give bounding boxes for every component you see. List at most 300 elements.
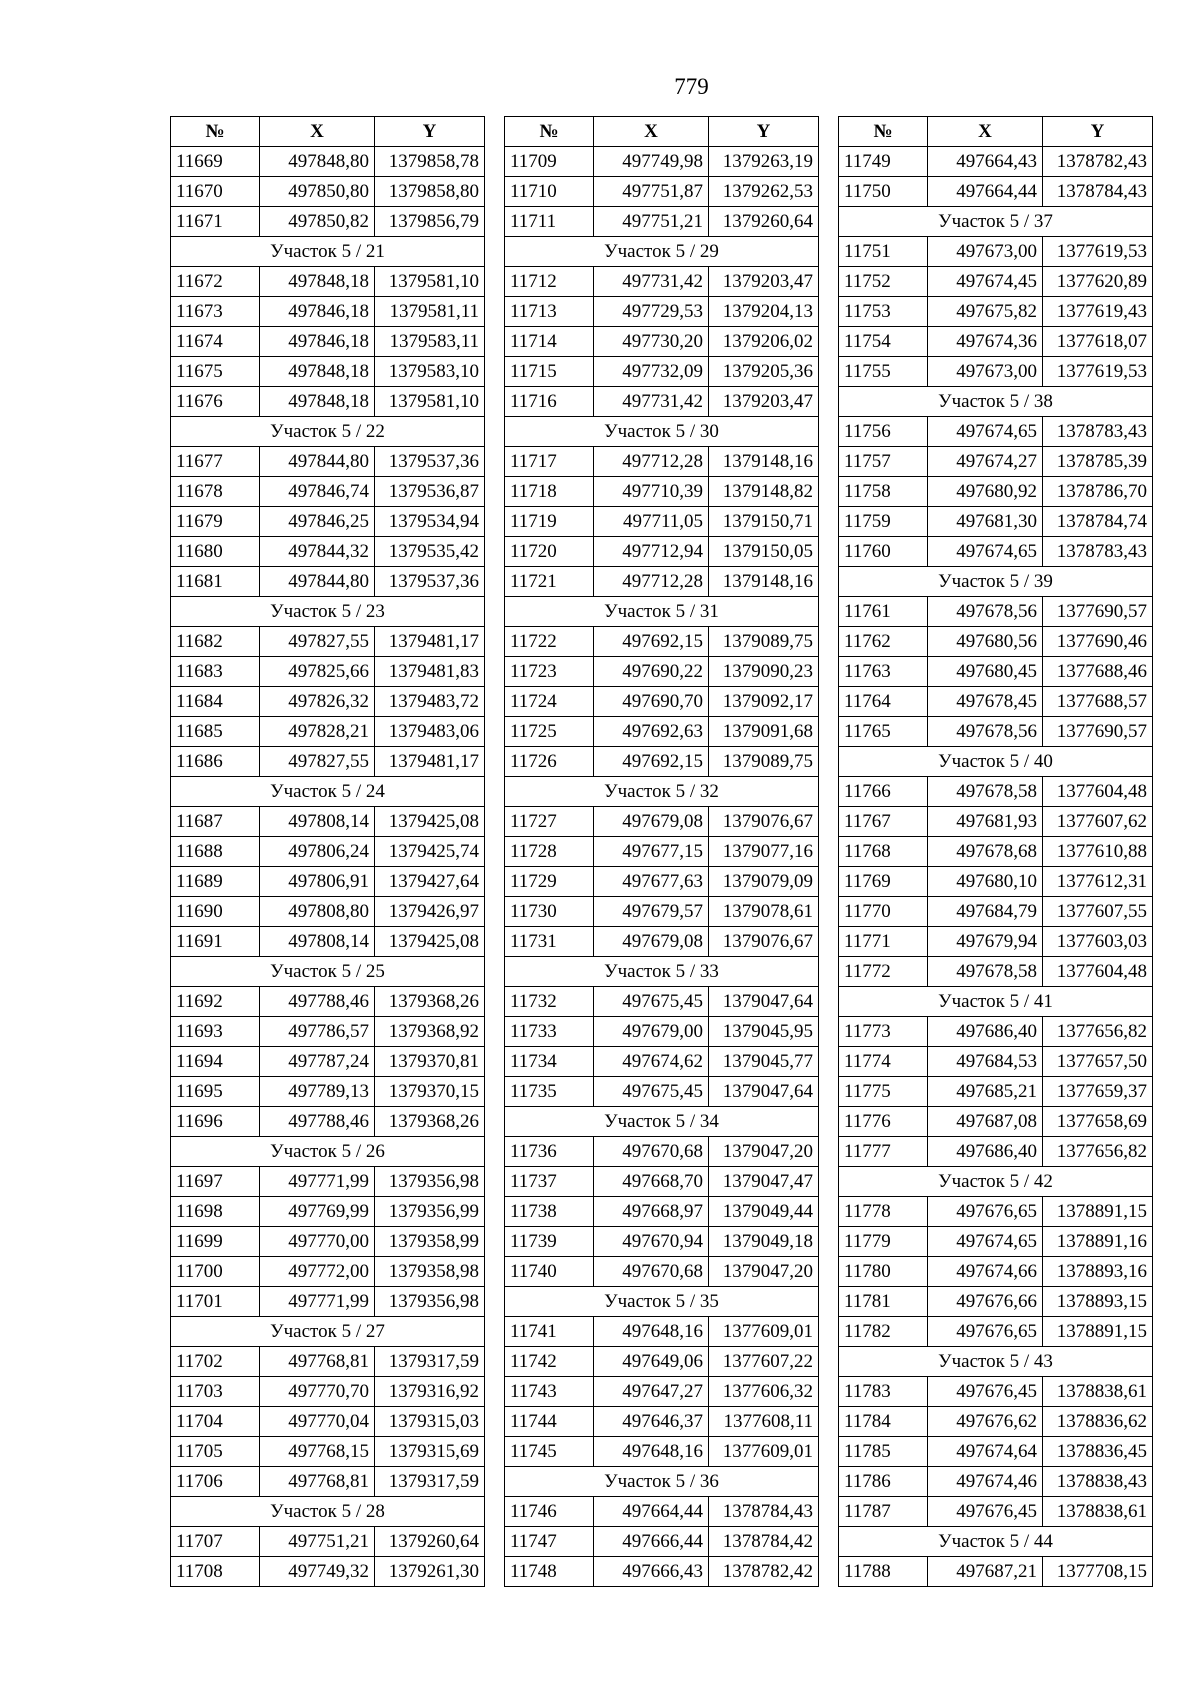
x-coordinate-cell: 497678,68 (928, 837, 1043, 867)
x-coordinate-cell: 497844,80 (260, 447, 375, 477)
y-coordinate-cell: 1379260,64 (375, 1527, 485, 1557)
x-coordinate-cell: 497668,97 (594, 1197, 709, 1227)
x-coordinate-cell: 497686,40 (928, 1017, 1043, 1047)
y-coordinate-cell: 1377606,32 (709, 1377, 819, 1407)
table-row (171, 447, 485, 477)
section-label: Участок 5 / 36 (505, 1467, 819, 1497)
y-coordinate-cell: 1379076,67 (709, 807, 819, 837)
table-row (839, 417, 1153, 447)
y-coordinate-cell: 1379535,42 (375, 537, 485, 567)
section-row (171, 237, 485, 267)
table-header-row (839, 117, 1153, 147)
x-coordinate-cell: 497678,56 (928, 597, 1043, 627)
table-row (505, 1137, 819, 1167)
table-row (171, 987, 485, 1017)
point-number-cell: 11669 (171, 147, 260, 177)
table-row (171, 387, 485, 417)
x-coordinate-cell: 497848,18 (260, 357, 375, 387)
x-coordinate-cell: 497664,44 (594, 1497, 709, 1527)
x-coordinate-cell: 497787,24 (260, 1047, 375, 1077)
point-number-cell: 11751 (839, 237, 928, 267)
x-coordinate-cell: 497729,53 (594, 297, 709, 327)
table-row (171, 657, 485, 687)
header-y: Y (375, 117, 485, 147)
y-coordinate-cell: 1378838,43 (1043, 1467, 1153, 1497)
x-coordinate-cell: 497772,00 (260, 1257, 375, 1287)
point-number-cell: 11701 (171, 1287, 260, 1317)
x-coordinate-cell: 497731,42 (594, 387, 709, 417)
y-coordinate-cell: 1379092,17 (709, 687, 819, 717)
point-number-cell: 11727 (505, 807, 594, 837)
y-coordinate-cell: 1378785,39 (1043, 447, 1153, 477)
table-row (839, 1137, 1153, 1167)
point-number-cell: 11754 (839, 327, 928, 357)
x-coordinate-cell: 497681,30 (928, 507, 1043, 537)
point-number-cell: 11726 (505, 747, 594, 777)
section-row (171, 597, 485, 627)
section-label: Участок 5 / 28 (171, 1497, 485, 1527)
point-number-cell: 11722 (505, 627, 594, 657)
y-coordinate-cell: 1379148,16 (709, 447, 819, 477)
y-coordinate-cell: 1379358,98 (375, 1257, 485, 1287)
table-row (839, 1257, 1153, 1287)
x-coordinate-cell: 497666,44 (594, 1527, 709, 1557)
table-row (839, 687, 1153, 717)
y-coordinate-cell: 1377619,43 (1043, 297, 1153, 327)
x-coordinate-cell: 497668,70 (594, 1167, 709, 1197)
table-row (839, 537, 1153, 567)
table-row (171, 357, 485, 387)
point-number-cell: 11753 (839, 297, 928, 327)
section-label: Участок 5 / 27 (171, 1317, 485, 1347)
x-coordinate-cell: 497771,99 (260, 1287, 375, 1317)
point-number-cell: 11709 (505, 147, 594, 177)
y-coordinate-cell: 1377619,53 (1043, 237, 1153, 267)
y-coordinate-cell: 1377607,22 (709, 1347, 819, 1377)
table-row (171, 1347, 485, 1377)
section-label: Участок 5 / 26 (171, 1137, 485, 1167)
table-row (505, 207, 819, 237)
table-row (171, 897, 485, 927)
point-number-cell: 11690 (171, 897, 260, 927)
point-number-cell: 11699 (171, 1227, 260, 1257)
section-row (839, 747, 1153, 777)
point-number-cell: 11698 (171, 1197, 260, 1227)
point-number-cell: 11695 (171, 1077, 260, 1107)
x-coordinate-cell: 497674,65 (928, 417, 1043, 447)
y-coordinate-cell: 1379481,83 (375, 657, 485, 687)
section-row (171, 417, 485, 447)
x-coordinate-cell: 497850,82 (260, 207, 375, 237)
y-coordinate-cell: 1378783,43 (1043, 417, 1153, 447)
point-number-cell: 11687 (171, 807, 260, 837)
point-number-cell: 11715 (505, 357, 594, 387)
x-coordinate-cell: 497827,55 (260, 747, 375, 777)
section-label: Участок 5 / 24 (171, 777, 485, 807)
x-coordinate-cell: 497846,74 (260, 477, 375, 507)
x-coordinate-cell: 497690,22 (594, 657, 709, 687)
x-coordinate-cell: 497680,45 (928, 657, 1043, 687)
y-coordinate-cell: 1379368,92 (375, 1017, 485, 1047)
x-coordinate-cell: 497712,94 (594, 537, 709, 567)
x-coordinate-cell: 497846,25 (260, 507, 375, 537)
table-row (505, 1017, 819, 1047)
x-coordinate-cell: 497788,46 (260, 987, 375, 1017)
point-number-cell: 11760 (839, 537, 928, 567)
table-row (505, 867, 819, 897)
table-row (505, 1077, 819, 1107)
section-row (171, 1317, 485, 1347)
table-row (171, 537, 485, 567)
table-row (505, 987, 819, 1017)
table-row (171, 747, 485, 777)
table-row (171, 1377, 485, 1407)
x-coordinate-cell: 497768,81 (260, 1347, 375, 1377)
y-coordinate-cell: 1379481,17 (375, 627, 485, 657)
table-row (171, 1407, 485, 1437)
header-number: № (505, 117, 594, 147)
point-number-cell: 11763 (839, 657, 928, 687)
table-row (505, 477, 819, 507)
table-row (171, 807, 485, 837)
x-coordinate-cell: 497768,81 (260, 1467, 375, 1497)
y-coordinate-cell: 1379091,68 (709, 717, 819, 747)
y-coordinate-cell: 1379356,98 (375, 1167, 485, 1197)
point-number-cell: 11673 (171, 297, 260, 327)
point-number-cell: 11765 (839, 717, 928, 747)
y-coordinate-cell: 1377608,11 (709, 1407, 819, 1437)
point-number-cell: 11725 (505, 717, 594, 747)
section-label: Участок 5 / 40 (839, 747, 1153, 777)
point-number-cell: 11778 (839, 1197, 928, 1227)
point-number-cell: 11767 (839, 807, 928, 837)
table-row (839, 927, 1153, 957)
y-coordinate-cell: 1378838,61 (1043, 1497, 1153, 1527)
section-row (505, 597, 819, 627)
table-row (839, 1197, 1153, 1227)
x-coordinate-cell: 497674,64 (928, 1437, 1043, 1467)
y-coordinate-cell: 1379260,64 (709, 207, 819, 237)
y-coordinate-cell: 1377656,82 (1043, 1137, 1153, 1167)
y-coordinate-cell: 1379858,78 (375, 147, 485, 177)
table-row (839, 1407, 1153, 1437)
x-coordinate-cell: 497674,66 (928, 1257, 1043, 1287)
x-coordinate-cell: 497648,16 (594, 1437, 709, 1467)
y-coordinate-cell: 1378784,42 (709, 1527, 819, 1557)
x-coordinate-cell: 497732,09 (594, 357, 709, 387)
point-number-cell: 11703 (171, 1377, 260, 1407)
x-coordinate-cell: 497676,65 (928, 1317, 1043, 1347)
point-number-cell: 11730 (505, 897, 594, 927)
section-row (839, 987, 1153, 1017)
point-number-cell: 11736 (505, 1137, 594, 1167)
x-coordinate-cell: 497675,45 (594, 1077, 709, 1107)
x-coordinate-cell: 497808,14 (260, 807, 375, 837)
point-number-cell: 11757 (839, 447, 928, 477)
x-coordinate-cell: 497664,43 (928, 147, 1043, 177)
table-row (505, 1047, 819, 1077)
x-coordinate-cell: 497749,32 (260, 1557, 375, 1587)
y-coordinate-cell: 1379581,10 (375, 267, 485, 297)
x-coordinate-cell: 497687,21 (928, 1557, 1043, 1587)
point-number-cell: 11702 (171, 1347, 260, 1377)
table-row (505, 1347, 819, 1377)
y-coordinate-cell: 1379205,36 (709, 357, 819, 387)
table-row (505, 1557, 819, 1587)
table-row (839, 1377, 1153, 1407)
y-coordinate-cell: 1379047,47 (709, 1167, 819, 1197)
table-row (839, 1317, 1153, 1347)
table-row (505, 747, 819, 777)
section-label: Участок 5 / 31 (505, 597, 819, 627)
table-row (839, 1467, 1153, 1497)
coordinates-table-right (838, 116, 1153, 1587)
point-number-cell: 11693 (171, 1017, 260, 1047)
table-row (839, 807, 1153, 837)
point-number-cell: 11724 (505, 687, 594, 717)
y-coordinate-cell: 1379536,87 (375, 477, 485, 507)
y-coordinate-cell: 1379426,97 (375, 897, 485, 927)
x-coordinate-cell: 497673,00 (928, 237, 1043, 267)
x-coordinate-cell: 497675,82 (928, 297, 1043, 327)
section-label: Участок 5 / 42 (839, 1167, 1153, 1197)
table-row (171, 1557, 485, 1587)
x-coordinate-cell: 497670,68 (594, 1257, 709, 1287)
y-coordinate-cell: 1379317,59 (375, 1467, 485, 1497)
header-x: X (260, 117, 375, 147)
y-coordinate-cell: 1379356,98 (375, 1287, 485, 1317)
section-row (171, 777, 485, 807)
y-coordinate-cell: 1379425,08 (375, 807, 485, 837)
x-coordinate-cell: 497674,65 (928, 537, 1043, 567)
x-coordinate-cell: 497789,13 (260, 1077, 375, 1107)
x-coordinate-cell: 497679,08 (594, 807, 709, 837)
y-coordinate-cell: 1377603,03 (1043, 927, 1153, 957)
section-row (839, 207, 1153, 237)
y-coordinate-cell: 1378784,43 (1043, 177, 1153, 207)
y-coordinate-cell: 1377657,50 (1043, 1047, 1153, 1077)
point-number-cell: 11731 (505, 927, 594, 957)
section-label: Участок 5 / 25 (171, 957, 485, 987)
point-number-cell: 11714 (505, 327, 594, 357)
point-number-cell: 11755 (839, 357, 928, 387)
y-coordinate-cell: 1379537,36 (375, 447, 485, 477)
table-row (505, 147, 819, 177)
point-number-cell: 11766 (839, 777, 928, 807)
y-coordinate-cell: 1379483,72 (375, 687, 485, 717)
point-number-cell: 11779 (839, 1227, 928, 1257)
section-label: Участок 5 / 43 (839, 1347, 1153, 1377)
y-coordinate-cell: 1379045,77 (709, 1047, 819, 1077)
table-row (839, 447, 1153, 477)
table-row (171, 1197, 485, 1227)
y-coordinate-cell: 1378782,42 (709, 1557, 819, 1587)
table-row (171, 297, 485, 327)
x-coordinate-cell: 497806,24 (260, 837, 375, 867)
point-number-cell: 11681 (171, 567, 260, 597)
x-coordinate-cell: 497731,42 (594, 267, 709, 297)
y-coordinate-cell: 1379856,79 (375, 207, 485, 237)
table-row (505, 1317, 819, 1347)
point-number-cell: 11728 (505, 837, 594, 867)
x-coordinate-cell: 497676,45 (928, 1377, 1043, 1407)
point-number-cell: 11706 (171, 1467, 260, 1497)
y-coordinate-cell: 1378783,43 (1043, 537, 1153, 567)
point-number-cell: 11784 (839, 1407, 928, 1437)
section-row (505, 237, 819, 267)
table-row (171, 837, 485, 867)
table-row (839, 627, 1153, 657)
coordinates-table-left (170, 116, 485, 1587)
y-coordinate-cell: 1377604,48 (1043, 777, 1153, 807)
point-number-cell: 11768 (839, 837, 928, 867)
section-label: Участок 5 / 37 (839, 207, 1153, 237)
point-number-cell: 11741 (505, 1317, 594, 1347)
y-coordinate-cell: 1379483,06 (375, 717, 485, 747)
y-coordinate-cell: 1379204,13 (709, 297, 819, 327)
x-coordinate-cell: 497768,15 (260, 1437, 375, 1467)
point-number-cell: 11774 (839, 1047, 928, 1077)
y-coordinate-cell: 1379537,36 (375, 567, 485, 597)
point-number-cell: 11747 (505, 1527, 594, 1557)
point-number-cell: 11729 (505, 867, 594, 897)
y-coordinate-cell: 1377609,01 (709, 1437, 819, 1467)
x-coordinate-cell: 497677,63 (594, 867, 709, 897)
x-coordinate-cell: 497692,63 (594, 717, 709, 747)
table-row (839, 267, 1153, 297)
y-coordinate-cell: 1379150,71 (709, 507, 819, 537)
coordinates-table-middle (504, 116, 819, 1587)
point-number-cell: 11772 (839, 957, 928, 987)
point-number-cell: 11686 (171, 747, 260, 777)
table-row (171, 1467, 485, 1497)
table-row (505, 627, 819, 657)
x-coordinate-cell: 497646,37 (594, 1407, 709, 1437)
x-coordinate-cell: 497679,94 (928, 927, 1043, 957)
table-row (839, 1287, 1153, 1317)
table-row (505, 1227, 819, 1257)
y-coordinate-cell: 1379581,11 (375, 297, 485, 327)
table-row (839, 237, 1153, 267)
table-row (505, 177, 819, 207)
x-coordinate-cell: 497687,08 (928, 1107, 1043, 1137)
point-number-cell: 11689 (171, 867, 260, 897)
point-number-cell: 11685 (171, 717, 260, 747)
section-label: Участок 5 / 23 (171, 597, 485, 627)
table-row (505, 447, 819, 477)
table-row (839, 717, 1153, 747)
point-number-cell: 11776 (839, 1107, 928, 1137)
table-row (505, 1197, 819, 1227)
table-row (839, 327, 1153, 357)
point-number-cell: 11777 (839, 1137, 928, 1167)
y-coordinate-cell: 1379078,61 (709, 897, 819, 927)
x-coordinate-cell: 497808,14 (260, 927, 375, 957)
point-number-cell: 11764 (839, 687, 928, 717)
y-coordinate-cell: 1377607,55 (1043, 897, 1153, 927)
x-coordinate-cell: 497680,92 (928, 477, 1043, 507)
y-coordinate-cell: 1379263,19 (709, 147, 819, 177)
point-number-cell: 11758 (839, 477, 928, 507)
table-row (505, 357, 819, 387)
table-row (171, 1047, 485, 1077)
x-coordinate-cell: 497679,08 (594, 927, 709, 957)
y-coordinate-cell: 1379047,64 (709, 1077, 819, 1107)
point-number-cell: 11707 (171, 1527, 260, 1557)
x-coordinate-cell: 497678,56 (928, 717, 1043, 747)
table-row (839, 777, 1153, 807)
table-row (839, 957, 1153, 987)
point-number-cell: 11692 (171, 987, 260, 1017)
x-coordinate-cell: 497692,15 (594, 627, 709, 657)
y-coordinate-cell: 1379089,75 (709, 747, 819, 777)
x-coordinate-cell: 497676,62 (928, 1407, 1043, 1437)
point-number-cell: 11745 (505, 1437, 594, 1467)
x-coordinate-cell: 497786,57 (260, 1017, 375, 1047)
y-coordinate-cell: 1379076,67 (709, 927, 819, 957)
y-coordinate-cell: 1379583,11 (375, 327, 485, 357)
table-row (171, 1227, 485, 1257)
y-coordinate-cell: 1377607,62 (1043, 807, 1153, 837)
section-label: Участок 5 / 33 (505, 957, 819, 987)
x-coordinate-cell: 497685,21 (928, 1077, 1043, 1107)
table-row (839, 897, 1153, 927)
x-coordinate-cell: 497674,36 (928, 327, 1043, 357)
point-number-cell: 11684 (171, 687, 260, 717)
point-number-cell: 11735 (505, 1077, 594, 1107)
point-number-cell: 11719 (505, 507, 594, 537)
point-number-cell: 11700 (171, 1257, 260, 1287)
point-number-cell: 11759 (839, 507, 928, 537)
x-coordinate-cell: 497674,65 (928, 1227, 1043, 1257)
section-label: Участок 5 / 32 (505, 777, 819, 807)
point-number-cell: 11723 (505, 657, 594, 687)
y-coordinate-cell: 1379077,16 (709, 837, 819, 867)
point-number-cell: 11752 (839, 267, 928, 297)
header-y: Y (709, 117, 819, 147)
y-coordinate-cell: 1379047,20 (709, 1257, 819, 1287)
table-row (171, 1527, 485, 1557)
table-row (171, 177, 485, 207)
y-coordinate-cell: 1379534,94 (375, 507, 485, 537)
table-row (839, 1557, 1153, 1587)
point-number-cell: 11742 (505, 1347, 594, 1377)
table-row (171, 507, 485, 537)
table-row (505, 1377, 819, 1407)
table-row (505, 567, 819, 597)
section-label: Участок 5 / 44 (839, 1527, 1153, 1557)
table-row (171, 627, 485, 657)
x-coordinate-cell: 497712,28 (594, 447, 709, 477)
y-coordinate-cell: 1377612,31 (1043, 867, 1153, 897)
point-number-cell: 11744 (505, 1407, 594, 1437)
x-coordinate-cell: 497828,21 (260, 717, 375, 747)
table-row (171, 927, 485, 957)
point-number-cell: 11710 (505, 177, 594, 207)
table-row (505, 327, 819, 357)
point-number-cell: 11694 (171, 1047, 260, 1077)
table-row (839, 1227, 1153, 1257)
y-coordinate-cell: 1379356,99 (375, 1197, 485, 1227)
x-coordinate-cell: 497690,70 (594, 687, 709, 717)
x-coordinate-cell: 497681,93 (928, 807, 1043, 837)
y-coordinate-cell: 1379262,53 (709, 177, 819, 207)
x-coordinate-cell: 497808,80 (260, 897, 375, 927)
x-coordinate-cell: 497730,20 (594, 327, 709, 357)
y-coordinate-cell: 1379316,92 (375, 1377, 485, 1407)
y-coordinate-cell: 1379148,16 (709, 567, 819, 597)
x-coordinate-cell: 497675,45 (594, 987, 709, 1017)
